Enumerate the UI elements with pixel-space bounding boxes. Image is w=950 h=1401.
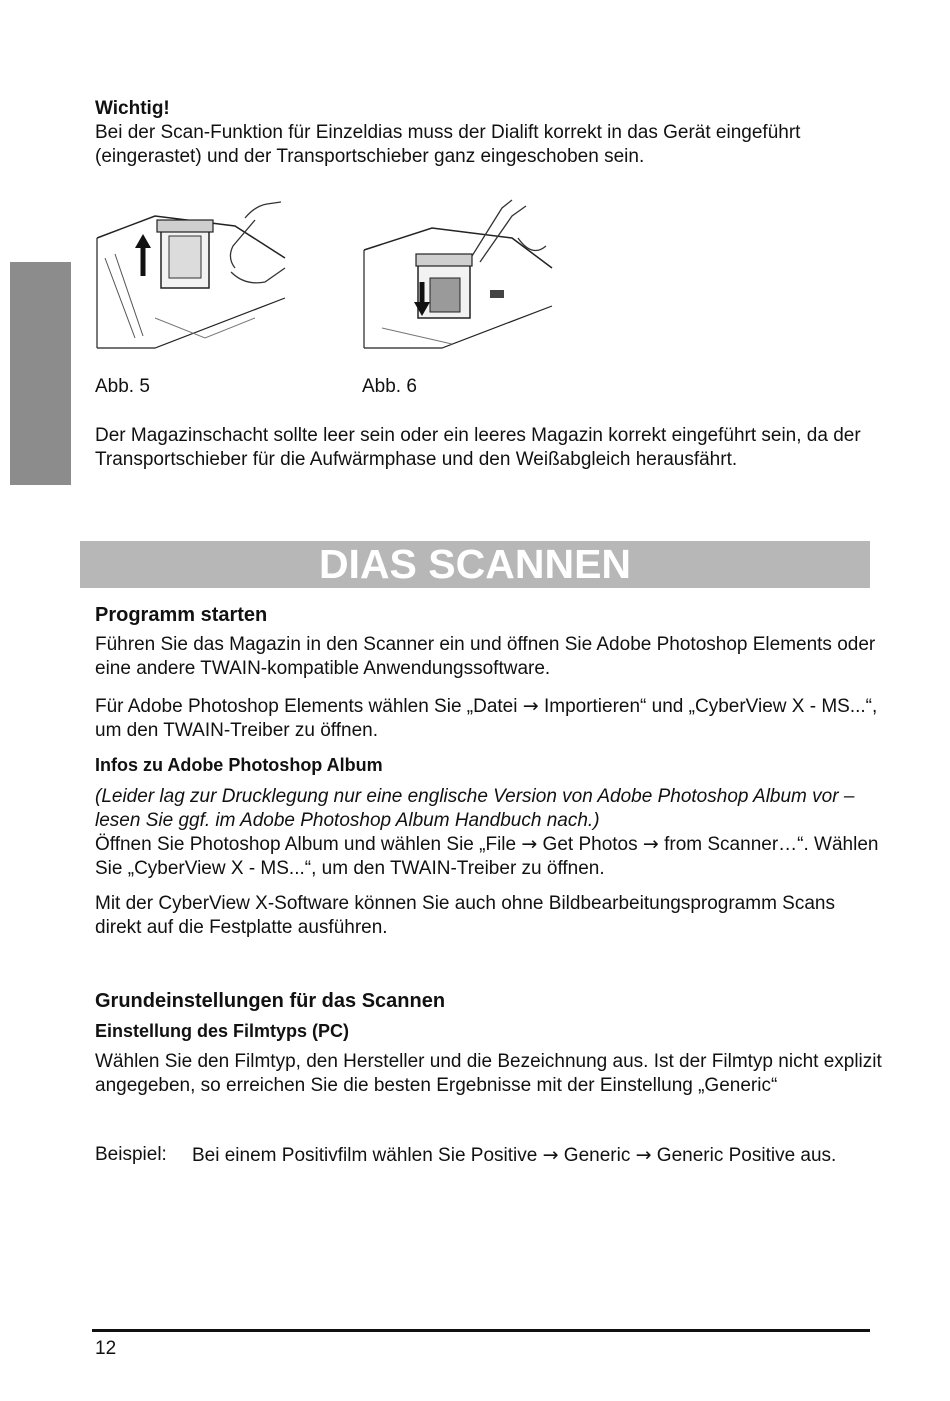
section-banner	[80, 541, 870, 588]
program-start-heading: Programm starten	[95, 604, 268, 626]
figure-abb5-caption: Abb. 5	[95, 376, 150, 397]
photoshop-elements-paragraph: Für Adobe Photoshop Elements wählen Sie „Datei → Importieren“ und „CyberView X - MS...“, um den TWAIN-Treiber zu öffnen.	[95, 695, 878, 741]
program-start-paragraph: Führen Sie das Magazin in den Scanner ein und öffnen Sie Adobe Photoshop Elements oder eine andere TWAIN-kompatible Anwendungssoftware.	[95, 634, 876, 679]
arrow-icon: →	[522, 695, 539, 717]
album-note: (Leider lag zur Drucklegung nur eine englische Version von Adobe Photoshop Album vor – lesen Sie ggf. im Adobe Photoshop Album Handbuch nach.)	[95, 786, 855, 831]
magazine-note: Der Magazinschacht sollte leer sein oder ein leeres Magazin korrekt eingeführt sein, da der Transportschieber für die Aufwärmphase und den Weißabgleich herausfährt.	[95, 425, 861, 470]
example-text: Bei einem Positivfilm wählen Sie Positive → Generic → Generic Positive aus.	[192, 1144, 837, 1166]
figure-abb6-illustration	[362, 198, 554, 354]
important-label: Wichtig!	[95, 98, 170, 119]
page-number: 12	[95, 1338, 117, 1359]
side-tab-letter: D	[32, 532, 49, 558]
side-tab-letter: E	[32, 559, 49, 585]
side-tab-letter: S	[32, 640, 49, 666]
arrow-icon: →	[521, 833, 538, 855]
example-label: Beispiel:	[95, 1144, 167, 1165]
footer-rule	[92, 1329, 870, 1332]
film-type-subheading: Einstellung des Filmtyps (PC)	[95, 1021, 350, 1041]
section-title: DIAS SCANNEN	[318, 541, 632, 587]
language-side-tab	[10, 262, 71, 720]
cyberview-paragraph: Mit der CyberView X-Software können Sie auch ohne Bildbearbeitungsprogramm Scans direkt auf die Festplatte ausführen.	[95, 893, 835, 938]
basic-settings-heading: Grundeinstellungen für das Scannen	[95, 990, 446, 1012]
album-info-heading: Infos zu Adobe Photoshop Album	[95, 755, 383, 775]
side-tab-letter: U	[32, 586, 49, 612]
figure-abb6-caption: Abb. 6	[362, 376, 417, 397]
arrow-icon: →	[635, 1144, 652, 1166]
arrow-icon: →	[642, 833, 659, 855]
important-text: Bei der Scan-Funktion für Einzeldias muss der Dialift korrekt in das Gerät eingeführt (eingerastet) und der Transportschieber ganz eingeschoben sein.	[95, 122, 801, 167]
side-tab-letter: T	[33, 613, 48, 639]
figure-abb5-illustration	[95, 198, 287, 354]
side-tab-letter: C	[32, 667, 49, 693]
arrow-icon: →	[542, 1144, 559, 1166]
film-type-paragraph: Wählen Sie den Filmtyp, den Hersteller und die Bezeichnung aus. Ist der Filmtyp nicht explizit angegeben, so erreichen Sie die besten Ergebnisse mit der Einstellung „Generic“	[95, 1051, 882, 1096]
side-tab-letter: H	[32, 694, 49, 720]
album-paragraph: Öffnen Sie Photoshop Album und wählen Sie „File → Get Photos → from Scanner…“. Wählen Sie „CyberView X - MS...“, um den TWAIN-Treiber zu öffnen.	[95, 833, 879, 879]
